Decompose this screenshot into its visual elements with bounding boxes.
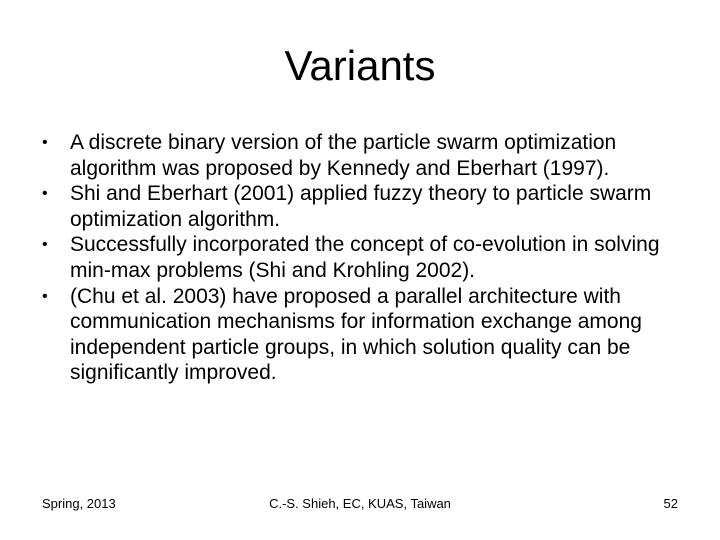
footer-date: Spring, 2013 (42, 496, 116, 511)
bullet-dot: • (42, 236, 48, 254)
bullet-dot: • (42, 134, 48, 151)
bullet-item-2 (36, 181, 686, 232)
bullet-dot: • (42, 287, 48, 305)
bullet-item-4 (36, 284, 686, 386)
footer-author: C.-S. Shieh, EC, KUAS, Taiwan (269, 496, 451, 511)
bullet-text: Shi and Eberhart (2001) applied fuzzy theory to particle swarm optimization algorithm. (70, 182, 652, 231)
footer-page-number: 52 (663, 496, 678, 511)
bullet-item-3 (36, 232, 686, 283)
slide-title: Variants (284, 42, 436, 89)
bullet-text: Successfully incorporated the concept of co-evolution in solving min-max problems (Shi and Krohling 2002). (70, 233, 660, 282)
bullet-list (36, 130, 686, 386)
bullet-text: (Chu et al. 2003) have proposed a parallel architecture with communication mechanisms for information exchange among independent particle groups, in which solution quality can be significantly improved. (70, 284, 642, 385)
bullet-item-1 (36, 130, 686, 181)
bullet-dot: • (42, 185, 48, 203)
bullet-text: A discrete binary version of the particle swarm optimization algorithm was proposed by Kennedy and Eberhart (1997). (70, 131, 617, 180)
